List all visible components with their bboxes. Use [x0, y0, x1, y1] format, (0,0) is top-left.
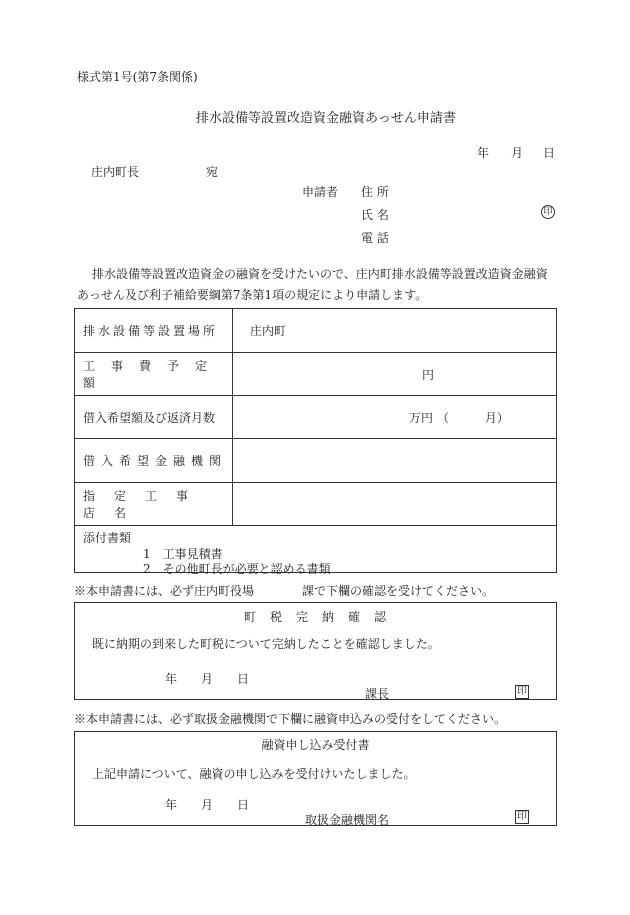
date-day: 日: [543, 146, 556, 160]
table-row: [75, 439, 556, 483]
row-label-text: 工事費予定額: [83, 359, 224, 390]
application-table: [74, 308, 557, 576]
phone-label: 電 話: [361, 231, 389, 245]
date-month: 月: [511, 146, 524, 160]
table-row: [75, 353, 556, 396]
row-label: [75, 439, 233, 482]
attachments-heading: 添付書類: [83, 531, 132, 545]
attachment-item: 2 その他町長が必要と認める書類: [143, 562, 331, 576]
tax-box-text: 既に納期の到来した町税について完納したことを確認しました。: [92, 637, 440, 651]
body-text-line-1: 排水設備等設置改造資金の融資を受けたいので、庄内町排水設備等設置改造資金融資: [92, 267, 548, 281]
tax-box-signer: 課長: [365, 687, 390, 701]
body-text-line-2: あっせん及び利子補給要綱第7条第1項の規定により申請します。: [77, 288, 428, 302]
row-label: [75, 396, 233, 438]
addressee-name: 庄内町長: [91, 165, 140, 179]
address-label: 住 所: [361, 185, 389, 199]
row-label: [75, 309, 233, 352]
form-title: 排水設備等設置改造資金融資あっせん申請書: [196, 111, 456, 126]
row-value: 円: [422, 367, 435, 382]
form-number: 様式第1号(第7条関係): [77, 70, 198, 84]
row-label-text: 指定工事店名: [83, 489, 208, 520]
date-year: 年: [477, 146, 490, 160]
loan-box-signer: 取扱金融機関名: [305, 813, 390, 827]
note-tax-office: ※本申請書には、必ず庄内町役場 課で下欄の確認を受けてください。: [74, 584, 495, 598]
table-row: [75, 309, 556, 353]
note-financial-institution: ※本申請書には、必ず取扱金融機関で下欄に融資申込みの受付をしてください。: [74, 712, 507, 726]
loan-box-title: 融資申し込み受付書: [261, 738, 370, 752]
row-value: 庄内町: [250, 324, 287, 338]
attachment-item: 1 工事見積書: [143, 547, 223, 561]
row-label-text: 排水設備等設置場所: [83, 324, 219, 338]
loan-reception-box: [74, 731, 557, 826]
attachments-cell: [75, 526, 556, 576]
name-label: 氏 名: [361, 208, 389, 222]
tax-box-date: 年 月 日: [165, 672, 250, 686]
tax-box-title: 町 税 完 納 確 認: [243, 610, 387, 624]
row-value: 万円 （ 月）: [409, 410, 509, 425]
row-label-text: 借入希望額及び返済月数: [83, 410, 216, 425]
loan-box-date: 年 月 日: [165, 798, 250, 812]
addressee-ate: 宛: [206, 165, 219, 179]
loan-box-seal: 印: [517, 811, 527, 822]
tax-box-seal: 印: [517, 686, 527, 697]
seal-mark: 印: [541, 205, 555, 219]
table-row: [75, 483, 556, 526]
row-label: [75, 353, 233, 395]
tax-confirmation-box: [74, 602, 557, 700]
row-label: [75, 483, 233, 525]
loan-box-text: 上記申請について、融資の申し込みを受付けいたしました。: [92, 767, 416, 781]
table-row: [75, 396, 556, 439]
row-label-text: 借入希望金融機関: [83, 454, 228, 468]
applicant-label: 申請者: [302, 185, 339, 199]
